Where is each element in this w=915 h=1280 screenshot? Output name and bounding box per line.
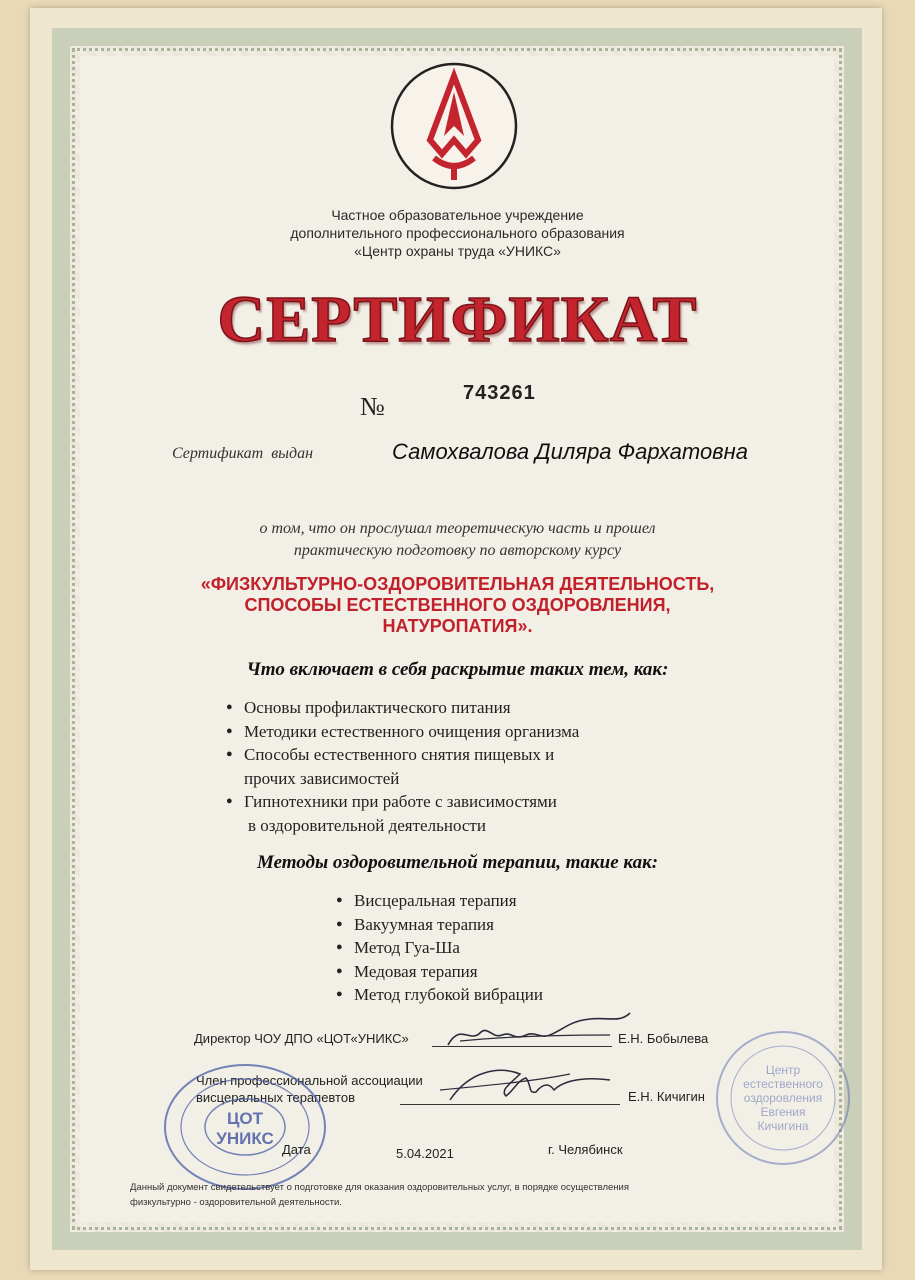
- list-item: ● Гипнотехники при работе с зависимостями в оздоровительной деятельности: [226, 790, 726, 837]
- director-label: Директор ЧОУ ДПО «ЦОТ«УНИКС»: [194, 1031, 409, 1046]
- organization-name: [200, 206, 715, 260]
- statement-line-2: практическую подготовку по авторскому курсу: [293, 542, 622, 559]
- date-label: Дата: [282, 1142, 311, 1157]
- svg-text:Кичигина: Кичигина: [757, 1119, 809, 1133]
- org-line-1: Частное образовательное учреждение: [331, 207, 584, 223]
- member-name: Е.Н. Кичигин: [628, 1089, 705, 1104]
- issue-date: 5.04.2021: [396, 1146, 454, 1161]
- member-label: Член профессиональной ассоциации висцеральных терапевтов: [196, 1073, 423, 1105]
- association-stamp-icon: [708, 1028, 858, 1168]
- director-signature-line: [432, 1046, 612, 1047]
- methods-list: [336, 889, 656, 1007]
- number-sign: №: [360, 392, 385, 421]
- organization-logo-icon: [390, 62, 518, 190]
- city: г. Челябинск: [548, 1142, 623, 1157]
- org-line-3: «Центр охраны труда «УНИКС»: [354, 243, 561, 259]
- svg-text:УНИКС: УНИКС: [216, 1129, 274, 1148]
- course-line-2: СПОСОБЫ ЕСТЕСТВЕННОГО ОЗДОРОВЛЕНИЯ,: [244, 595, 671, 615]
- list-item: ● Метод глубокой вибрации: [336, 983, 656, 1007]
- certificate-number: 743261: [463, 382, 536, 404]
- statement-text: [150, 518, 765, 562]
- list-item: ● Метод Гуа-Ша: [336, 936, 656, 960]
- disclaimer: Данный документ свидетельствует о подготовке для оказания оздоровительных услуг, в порядке осуществления физкультурно - оздоровительной деятельности.: [130, 1182, 629, 1208]
- svg-text:естественного: естественного: [743, 1077, 823, 1091]
- course-line-3: НАТУРОПАТИЯ».: [382, 616, 533, 636]
- holder-name: Самохвалова Диляра Фархатовна: [392, 439, 749, 464]
- topics-list: [226, 696, 726, 837]
- methods-heading: Методы оздоровительной терапии, такие как:: [256, 852, 659, 873]
- list-item: ● Методики естественного очищения организма: [226, 720, 726, 744]
- statement-line-1: о том, что он прослушал теоретическую часть и прошел: [259, 520, 656, 537]
- organization-stamp-icon: [160, 1062, 330, 1192]
- member-signature-line: [400, 1104, 620, 1105]
- list-item: ● Основы профилактического питания: [226, 696, 726, 720]
- list-item: ● Способы естественного снятия пищевых и прочих зависимостей: [226, 743, 726, 790]
- list-item: ● Медовая терапия: [336, 960, 656, 984]
- certificate-title: СЕРТИФИКАТ: [217, 283, 698, 356]
- svg-text:оздоровления: оздоровления: [743, 1091, 823, 1105]
- list-item: ● Висцеральная терапия: [336, 889, 656, 913]
- course-line-1: «ФИЗКУЛЬТУРНО-ОЗДОРОВИТЕЛЬНАЯ ДЕЯТЕЛЬНОСТЬ,: [200, 574, 715, 594]
- topics-heading: Что включает в себя раскрытие таких тем, как:: [246, 659, 669, 680]
- svg-text:Центр: Центр: [765, 1063, 801, 1077]
- svg-text:Евгения: Евгения: [760, 1105, 806, 1119]
- list-item: ● Вакуумная терапия: [336, 913, 656, 937]
- svg-text:ЦОТ: ЦОТ: [226, 1109, 264, 1128]
- org-line-2: дополнительного профессионального образования: [290, 225, 625, 241]
- director-name: Е.Н. Бобылева: [618, 1031, 709, 1046]
- course-title: [110, 574, 805, 637]
- issued-label: Сертификат выдан: [172, 445, 314, 462]
